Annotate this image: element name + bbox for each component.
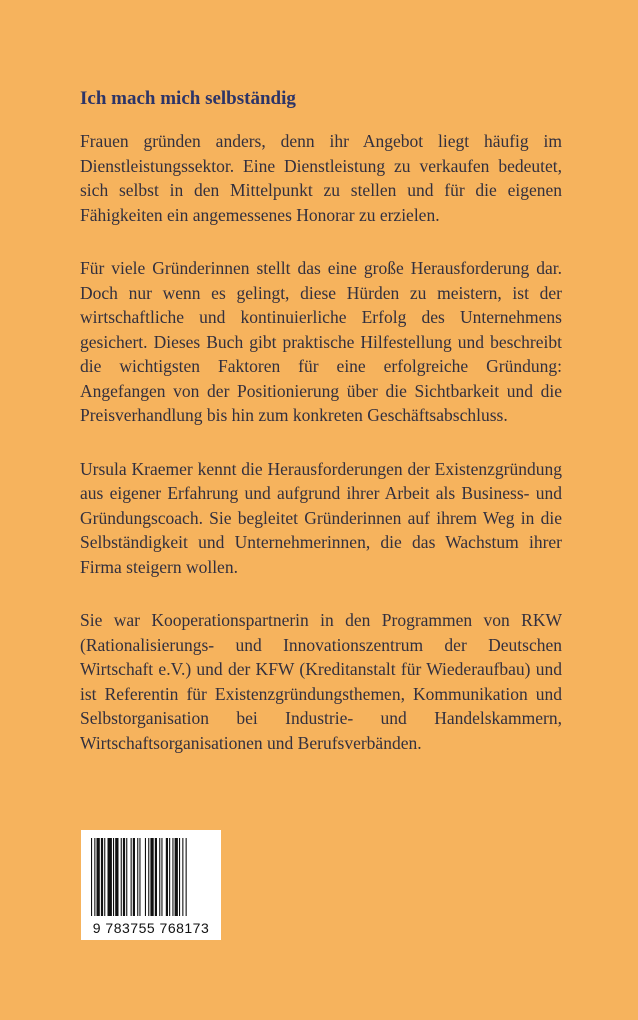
paragraph-intro: Frauen gründen anders, denn ihr Angebot liegt häufig im Dienstleistungssektor. Eine Dienstleistung zu verkaufen bedeutet, sich selbst in den Mittelpunkt zu stellen und für die eigenen Fähigkeiten ein angemessenes Honorar zu erzielen.: [80, 131, 562, 225]
paragraph-challenge: Für viele Gründerinnen stellt das eine große Herausforderung dar. Doch nur wenn es gelingt, diese Hürden zu meistern, ist der wirtschaftliche und kontinuierliche Erfolg des Unternehmens gesichert. Dieses Buch gibt praktische Hilfestellung und beschreibt die wichtigsten Faktoren für eine erfolgreiche Gründung: Angefangen von der Positionierung über die Sichtbarkeit und die Preisverhandlung bis hin zum konkreten Geschäftsabschluss.: [80, 258, 562, 425]
book-title: Ich mach mich selbständig: [80, 88, 296, 109]
blurb: [80, 86, 562, 784]
paragraph-author: Ursula Kraemer kennt die Herausforderungen der Existenzgründung aus eigener Erfahrung und aufgrund ihrer Arbeit als Business- und Gründungscoach. Sie begleitet Gründerinnen auf ihrem Weg in die Selbständigkeit und Unternehmerinnen, die das Wachstum ihrer Firma steigern wollen.: [80, 458, 562, 577]
isbn-barcode: [81, 830, 221, 940]
isbn-number: 9 783755 768173: [92, 920, 210, 936]
paragraph-credentials: Sie war Kooperationspartnerin in den Programmen von RKW (Rationalisierungs- und Innovationszentrum der Deutschen Wirtschaft e.V.) und der KFW (Kreditanstalt für Wiederaufbau) und ist Referentin für Existenzgründungsthemen, Kommunikation und Selbstorganisation bei Industrie- und Handelskammern, Wirtschaftsorganisationen und Berufsverbänden.: [80, 610, 562, 753]
